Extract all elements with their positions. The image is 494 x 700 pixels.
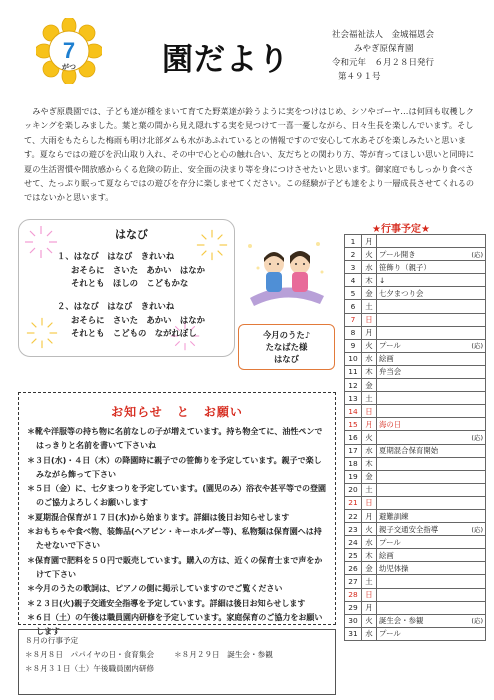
song-lyrics-box — [18, 219, 235, 357]
august-event: ＊８月８日 パパイヤの日・食育集会 — [25, 650, 155, 659]
schedule-event-text: 絵画 — [379, 354, 394, 364]
schedule-weekday: 火 — [362, 248, 377, 261]
firework-icon — [23, 224, 59, 260]
schedule-event — [377, 575, 486, 588]
schedule-event-text: 幼児体操 — [379, 563, 409, 573]
schedule-event-text: プール — [379, 629, 401, 639]
schedule-row — [345, 536, 486, 549]
schedule-row — [345, 313, 486, 326]
schedule-event — [377, 418, 486, 431]
schedule-row — [345, 274, 486, 287]
august-events-box — [18, 629, 336, 695]
verse-line: おそらに さいた あかい はなか — [71, 264, 205, 275]
schedule-event — [377, 313, 486, 326]
schedule-weekday: 月 — [362, 235, 377, 248]
schedule-weekday: 月 — [362, 418, 377, 431]
page-title: 園だより — [162, 42, 290, 78]
schedule-weekday: 月 — [362, 326, 377, 339]
schedule-day: 15 — [345, 418, 362, 431]
schedule-weekday: 水 — [362, 627, 377, 640]
notice-item: ＊今月のうたの歌詞は、ピアノの側に掲示していますのでご覧ください — [27, 584, 283, 594]
schedule-event — [377, 601, 486, 614]
schedule-row — [345, 339, 486, 352]
schedule-event — [377, 431, 486, 444]
schedule-day: 11 — [345, 365, 362, 378]
schedule-event-text: プール開き — [379, 249, 416, 259]
schedule-row — [345, 562, 486, 575]
schedule-day: 13 — [345, 392, 362, 405]
schedule-day: 29 — [345, 601, 362, 614]
schedule-event — [377, 549, 486, 562]
sunflower-logo — [36, 18, 102, 84]
schedule-event-text: 絵画 — [379, 550, 394, 560]
issue-date: 令和元年 ６月２８日発行 — [332, 58, 435, 68]
schedule-row — [345, 287, 486, 300]
schedule-day: 3 — [345, 261, 362, 274]
schedule-row — [345, 365, 486, 378]
schedule-weekday: 火 — [362, 523, 377, 536]
august-row — [25, 648, 329, 662]
schedule-event — [377, 444, 486, 457]
schedule-row — [345, 261, 486, 274]
notice-title-left: お知らせ — [111, 405, 163, 419]
schedule-row — [345, 392, 486, 405]
verse-1 — [57, 250, 205, 291]
schedule-event — [377, 614, 486, 627]
notice-box — [18, 392, 336, 637]
schedule-row — [345, 601, 486, 614]
nursery-name: みやぎ原保育園 — [354, 44, 414, 54]
schedule-weekday: 木 — [362, 457, 377, 470]
schedule-day: 12 — [345, 379, 362, 392]
schedule-weekday: 日 — [362, 405, 377, 418]
schedule-row — [345, 470, 486, 483]
notice-title — [19, 403, 335, 420]
schedule-event — [377, 392, 486, 405]
schedule-event — [377, 588, 486, 601]
schedule-event-mark: (応) — [471, 617, 483, 626]
verse-line: おそらに さいた あかい はなか — [71, 314, 205, 325]
schedule-event — [377, 326, 486, 339]
schedule-event — [377, 470, 486, 483]
schedule-day: 20 — [345, 483, 362, 496]
schedule-day: 14 — [345, 405, 362, 418]
schedule-row — [345, 457, 486, 470]
verse-2 — [57, 300, 205, 341]
schedule-event-text: 夏期混合保育開始 — [379, 446, 439, 456]
schedule-day: 18 — [345, 457, 362, 470]
schedule-row — [345, 431, 486, 444]
song-title: はなび — [115, 228, 148, 241]
schedule-row — [345, 352, 486, 365]
schedule-row — [345, 405, 486, 418]
notice-list — [27, 425, 327, 639]
schedule-event — [377, 248, 486, 261]
schedule-event — [377, 365, 486, 378]
logo-number: 7 — [62, 38, 76, 63]
schedule-weekday: 金 — [362, 379, 377, 392]
schedule-row — [345, 483, 486, 496]
notice-item: ＊３日(水)・４日（木）の降園時に親子での笹飾りを予定しています。親子で楽しみながら飾って下さい — [27, 455, 322, 479]
notice-item: ＊靴や洋服等の持ち物に名前なしの子が増えています。持ち物全てに、油性ペンではっきりと名前を書いて下さいね — [27, 427, 323, 451]
schedule-event — [377, 235, 486, 248]
schedule-event-mark: (応) — [471, 250, 483, 259]
org-name: 社会福祉法人 金城福恩会 — [332, 30, 435, 40]
schedule-row — [345, 235, 486, 248]
firework-icon — [25, 316, 59, 350]
schedule-weekday: 日 — [362, 588, 377, 601]
schedule-weekday: 月 — [362, 509, 377, 522]
notice-item: ＊２３日(火)親子交通安全指導を予定しています。詳細は後日お知らせします — [27, 598, 306, 608]
schedule-day: 26 — [345, 562, 362, 575]
schedule-event-text: ↓ — [379, 275, 386, 285]
schedule-day: 27 — [345, 575, 362, 588]
schedule-event-mark: (応) — [471, 342, 483, 351]
schedule-row — [345, 627, 486, 640]
schedule-title: ★行事予定★ — [372, 224, 430, 235]
schedule-day: 31 — [345, 627, 362, 640]
notice-item: ＊５日（金）に、七夕まつりを予定しています。(園児のみ）浴衣や甚平等での登園のご協力よろしくお願いします — [27, 484, 327, 508]
verse-line: それとも こどもの ながれぼし — [71, 328, 197, 338]
schedule-weekday: 水 — [362, 536, 377, 549]
schedule-weekday: 土 — [362, 392, 377, 405]
schedule-day: 1 — [345, 235, 362, 248]
notice-title-right: お願い — [203, 405, 243, 419]
schedule-row — [345, 496, 486, 509]
schedule-table — [344, 234, 486, 641]
schedule-event — [377, 405, 486, 418]
schedule-day: 24 — [345, 536, 362, 549]
schedule-event-text: 避難訓練 — [379, 511, 409, 521]
issue-number: 第４９１号 — [338, 72, 381, 82]
schedule-weekday: 木 — [362, 365, 377, 378]
schedule-day: 17 — [345, 444, 362, 457]
schedule-weekday: 土 — [362, 483, 377, 496]
schedule-event-text: 弁当会 — [379, 367, 402, 377]
verse-line: １、はなび はなび きれいね — [57, 251, 175, 261]
monthly-song-2: はなび — [273, 354, 300, 364]
notice-item: ＊夏期混合保育が１７日(水)から始まります。詳細は後日お知らせします — [27, 512, 290, 522]
schedule-event — [377, 536, 486, 549]
schedule-event — [377, 483, 486, 496]
monthly-song-box — [238, 324, 335, 370]
schedule-weekday: 水 — [362, 444, 377, 457]
august-event: ＊８月３１日（土）午後職員園内研修 — [25, 664, 155, 673]
schedule-day: 9 — [345, 339, 362, 352]
org-block — [332, 28, 482, 84]
schedule-weekday: 火 — [362, 339, 377, 352]
schedule-weekday: 月 — [362, 601, 377, 614]
schedule-event — [377, 509, 486, 522]
schedule-row — [345, 300, 486, 313]
schedule-event — [377, 562, 486, 575]
schedule-weekday: 土 — [362, 575, 377, 588]
notice-item: ＊保育園で肥料を５０円で販売しています。購入の方は、近くの保育士まで声をかけて下さい — [27, 555, 323, 579]
schedule-event — [377, 339, 486, 352]
schedule-weekday: 水 — [362, 261, 377, 274]
schedule-row — [345, 575, 486, 588]
schedule-event — [377, 523, 486, 536]
august-heading: ８月の行事予定 — [25, 636, 79, 645]
schedule-day: 4 — [345, 274, 362, 287]
schedule-event — [377, 627, 486, 640]
tanabata-illustration — [244, 238, 328, 310]
schedule-event — [377, 379, 486, 392]
schedule-row — [345, 509, 486, 522]
schedule-day: 10 — [345, 352, 362, 365]
schedule-day: 25 — [345, 549, 362, 562]
schedule-row — [345, 614, 486, 627]
schedule-row — [345, 326, 486, 339]
logo-suffix: がつ — [62, 63, 76, 71]
notice-title-mid: と — [176, 405, 190, 419]
schedule-weekday: 金 — [362, 470, 377, 483]
schedule-day: 22 — [345, 509, 362, 522]
schedule-day: 2 — [345, 248, 362, 261]
notice-item: ＊６日（土）の午後は職員園内研修を予定しています。家庭保育のご協力をお願いします — [27, 612, 323, 637]
verse-line: ２、はなび はなび きれいね — [57, 301, 175, 311]
schedule-event-mark: (応) — [471, 433, 483, 442]
schedule-event — [377, 287, 486, 300]
verse-line: それとも ほしの こどもかな — [71, 278, 189, 288]
schedule-day: 8 — [345, 326, 362, 339]
schedule-weekday: 木 — [362, 549, 377, 562]
schedule-event — [377, 352, 486, 365]
notice-item: ＊おもちゃや食べ物、装飾品(ヘアピン・キーホルダー等)、私物類は保育園へは持たせないで下さい — [27, 527, 322, 551]
schedule-event — [377, 300, 486, 313]
schedule-row — [345, 588, 486, 601]
schedule-weekday: 火 — [362, 614, 377, 627]
schedule-weekday: 金 — [362, 562, 377, 575]
schedule-event — [377, 457, 486, 470]
schedule-day: 6 — [345, 300, 362, 313]
schedule-row — [345, 248, 486, 261]
schedule-event — [377, 274, 486, 287]
schedule-day: 23 — [345, 523, 362, 536]
schedule-weekday: 土 — [362, 300, 377, 313]
schedule-day: 28 — [345, 588, 362, 601]
schedule-event — [377, 261, 486, 274]
schedule-event-text: 笹飾り（親子） — [379, 262, 431, 272]
schedule-weekday: 日 — [362, 496, 377, 509]
monthly-song-title: 今月のうた♪ — [262, 330, 311, 340]
schedule-row — [345, 444, 486, 457]
schedule-row — [345, 379, 486, 392]
schedule-row — [345, 418, 486, 431]
schedule-weekday: 日 — [362, 313, 377, 326]
schedule-event-text: 海の日 — [379, 419, 402, 429]
schedule-day: 30 — [345, 614, 362, 627]
schedule-event-text: 七夕まつり会 — [379, 288, 424, 298]
schedule-day: 16 — [345, 431, 362, 444]
august-event: ＊８月２９日 誕生会・参観 — [174, 650, 273, 659]
schedule-day: 7 — [345, 313, 362, 326]
schedule-weekday: 水 — [362, 352, 377, 365]
schedule-event — [377, 496, 486, 509]
schedule-weekday: 金 — [362, 287, 377, 300]
schedule-event-text: プール — [379, 537, 401, 547]
schedule-day: 5 — [345, 287, 362, 300]
schedule-day: 21 — [345, 496, 362, 509]
schedule-weekday: 火 — [362, 431, 377, 444]
schedule-event-text: 誕生会・参観 — [379, 616, 424, 626]
schedule-event-mark: (応) — [471, 525, 483, 534]
monthly-song-1: たなばた様 — [265, 342, 308, 352]
schedule-event-text: プール — [379, 341, 401, 351]
schedule-weekday: 木 — [362, 274, 377, 287]
schedule-event-text: 親子交通安全指導 — [379, 524, 439, 534]
schedule-row — [345, 523, 486, 536]
schedule-day: 19 — [345, 470, 362, 483]
schedule-row — [345, 549, 486, 562]
intro-paragraph: みやぎ原農園では、子ども達が種をまいて育てた野菜達が鈴うように実をつけはじめ、シソやゴーヤ…は何回も収穫しクッキングを楽しみました。葉と葉の間から見え隠れする実を見つけて一喜一憂しながら、日々生長を楽しんでいます。そして、大雨をもたらした梅雨も明け北部ダムも水があふれているとの情報ですので安心して水あそびを楽しみたいと思います。夏ならではの遊びを沢山取り入れ、その中で心と心の触れ合い、友だちとの関わり方、等が育ってほしい思いと同時に夏の生活習慣や開放感からくる危険の防止、安全面の決まり等を身につけさせたいと思います。御家庭でもしっかり食べさせて、たっぷり眠って夏ならではの遊びを存分に楽しませてください。この経験が子ども達をより一層成長させてくれるのではないかと思います。 — [24, 106, 475, 203]
